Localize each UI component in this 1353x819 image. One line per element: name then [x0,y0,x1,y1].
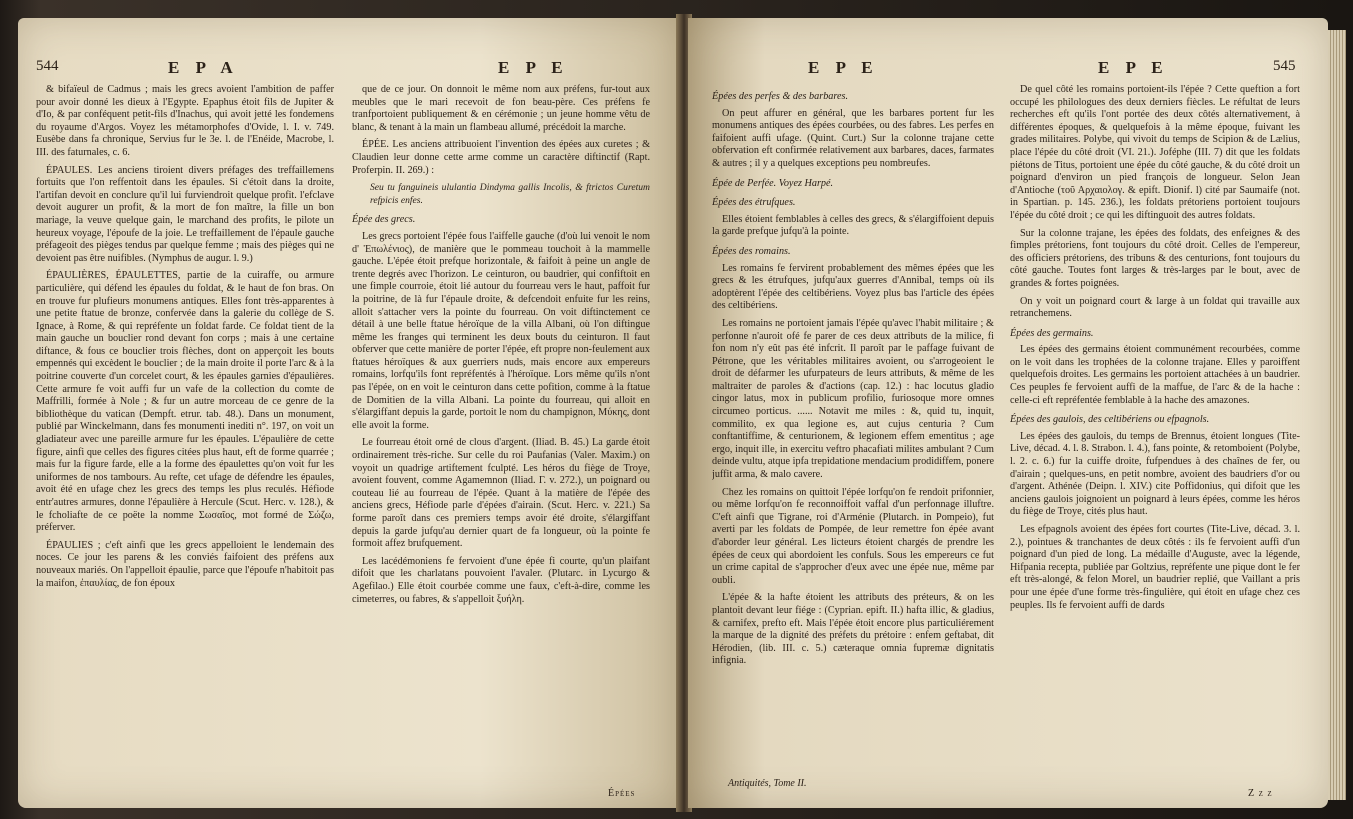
signature-mark: Z z z [1248,788,1273,799]
paragraph: Les grecs portoient l'épée fous l'aiffelle gauche (d'où lui venoit le nom d' Ἐπωλένιος), de manière que le pommeau touchoit à la mammelle gauche. L'épée étoit prefque horizontale, & faifoit à peine un angle de trente degrés avec l'horizon. Le ceinturon, ou baudrier, qui confiftoit en une fimple courroie, étoit lié autour du fourreau vers le haut, paffoit fur la poitrine, de là fur l'épaule droite, & defcendoit enfuite fur les reins, alloit s'attacher vers la pointe du fourreau. On voit diftinctement ce détail à une belle ftatue héroïque de la villa Albani, où l'on diftingue même les franges qui terminent les deux bouts du ceinturon. Il faut obferver que cette manière de porter l'épée, eft propre non-feulement aux ftatues héroïques & aux guerriers nuds, mais encore aux empereurs romains, lorfqu'ils font repréfentés à l'héroïque. Lors même qu'ils n'ont pas l'épée, on en voit le ceinturon dans cette pofition, comme à la ftatue de Domitien de la villa Albani. La pointe du fourreau, qui alloit en s'élargiffant depuis la garde, portoit le nom du champignon, Μύκης, dont elle avoit la forme. [352,230,650,431]
paragraph: Les romains ne portoient jamais l'épée qu'avec l'habit militaire ; & perfonne n'auroit ofé fe parer de ces deux attributs de la milice, fi fon nom n'y eût pas été infcrit. Il paroît par le paffage fuivant de Pétrone, que les véritables militaires avoient, ou s'arrogeoient le droit de défarmer les ufurpateurs de leurs attributs, & même de les maltraiter de paroles & d'actions (cap. 12.) : hac locutus gladio cingor latus, mox in publicum profilio, furiosoque more omnes circumeo porticus. ...... Notavit me miles : &, quid tu, inquit, commilito, ex qua legione es, aut cujus centuria ? Cum conftantiffime, & centurionem, & legionem effem ementitus ; age ergo, inquit ille, in exercitu veftro phacafiati milites ambulant ? Cum deinde vultu, atque ipfa trepidatione mendacium prodidiffem, ponere juffit arma, & malo cavere. [712,317,994,481]
entry-text: Les anciens tiroient divers préfages des treffaillemens fortuits que l'on reffentoit dans les épaules. Si c'étoit dans la droite, l'artifan devoit en conclure qu'il lui furviendroit quelque profit. l'efclave devoit augurer un profit, & la mort de fon maître, la fille un bon mariage, la veuve quelque gain, le marchand des profits, le pilote un heureux voyage, l'époufe de la joie. Le treffaillement de l'épaule gauche préfageoit des pièges tendus par quelque femme ; mais des pièges qui ne devoient pas être nuifibles. (Nymphus de augur. l. 9.) [36,164,334,264]
catchword: Épées [608,788,636,799]
left-running-head-right: E P E [498,58,569,77]
paragraph: Les épées des gaulois, du temps de Brennus, étoient longues (Tite-Live, décad. 4. l. 8. Strabon. l. 4.), fans pointe, & retomboient (Polybe, l. 2. c. 6.) fur la cuiffe droite, fufpendues à des chaînes de fer, ou d'airain ; quelques-uns, en petit nombre, avoient des baudriers d'or ou d'argent. Athénée (Deipn. l. XIV.) cite Poffidonius, qui difoit que les anciens gaulois joignoient un poignard à leurs épées, comme les héros du fiège de Troye, cités plus haut. [1010,430,1300,518]
paragraph: Le fourreau étoit orné de clous d'argent. (Iliad. B. 45.) La garde étoit ordinairement très-riche. Sur celle du roi Paufanias (Valer. Maxim.) on voyoit un quadrige artiftement fculpté. Les héros du fiège de Troye, avoient fouvent, comme Agamemnon (Iliad. Γ. v. 272.), un poignard ou couteau lié au fourreau de l'épée. Quant à la matière de l'épée des anciens grecs, Héfiode parle d'épées d'airain. (Scut. Herc. v. 221.) Sa forme paroît dans ces premiers temps avoir été droite, s'élargiffant depuis la garde jufqu'au dernier quart de fa longueur, où la pointe fe formoit affez brufquement. [352,437,650,550]
section-title: Épées des germains. [1010,327,1094,339]
section-heading [712,197,994,210]
right-running-head: E P E [1098,58,1169,77]
left-page-number: 544 [36,58,59,74]
section-heading [712,246,994,259]
entry-epee [352,139,650,177]
paragraph: Les lacédémoniens fe fervoient d'une épée fi courte, qu'un plaifant difoit que les charlatans pouvoient l'avaler. (Plutarc. in Lycurgo & Agefilao.) Elle étoit courbée comme une faux, c'eft-à-dire, comme les cimeterres, ou fabres, & s'appelloit ξυήλη. [352,555,650,605]
paragraph: Chez les romains on quittoit l'épée lorfqu'on fe rendoit prifonnier, ou même lorfqu'on fe reconnoiffoit vaffal d'un perfonnage illuftre. C'eft ainfi que Tigrane, roi d'Arménie (Plutarch. in Pompeio), fut averti par les foldats de Pompée, de leur remettre fon épée avant d'aborder leur général. Les licteurs étoient chargés de prendre les épées de ceux qui abordoient les confuls. Sous les empereurs ce fut un crime capital de s'approcher d'eux avec une épée nue, même par oubli. [712,486,994,586]
paragraph: On peut affurer en général, que les barbares portent fur les monumens antiques des épées courbées, ou des fabres. Les perfes en faifoient auffi ufage. (Quint. Curt.) Sur la colonne trajane cette obfervation eft confirmée relativement aux barbares, daces, farmates & autres ; il y a quelques exceptions peu nombreufes. [712,107,994,169]
paragraph: que de ce jour. On donnoit le même nom aux préfens, fur-tout aux meubles que le mari recevoit de fon beau-père. Ces préfens fe tranfportoient publiquement & en cérémonie ; un jeune homme vêtu de blanc, & tenant à la main un flambeau allumé, précédoit la marche. [352,84,650,133]
section-title: Épée des grecs. [352,214,416,226]
entry-epaulieres [36,270,334,534]
section-heading [712,178,994,191]
right-page-number: 545 [1273,58,1296,74]
entry-heading: ÉPAULIÈRES, ÉPAULETTES, [46,270,181,282]
section-title: Épées des perfes & des barbares. [712,91,848,102]
entry-heading: ÉPAULIES ; [46,539,101,551]
entry-heading: ÉPÉE. [362,139,389,151]
left-column-1 [36,84,334,800]
right-column-2 [1010,84,1300,784]
paragraph: De quel côté les romains portoient-ils l'épée ? Cette queftion a fort occupé les philologues des deux derniers fiècles. Le réfultat de leurs recherches eft qu'ils l'ont portée des deux côtés alternativement, à différentes époques, & quelquefois à la même époque, fuivant les grades militaires. Polybe, qui vivoit du temps de Scipion & de Lælius, place l'épée du côté droit (VI. 21.). Joféphe (III. 7) dit que les foldats piétons de Titus, portoient une épée du côté gauche, & du côté droit un poignard d'environ un pied françois de longueur. Selon Jean d'Antioche (τοῦ Αρχαιολογ. & epift. Dionif. l) cité par Saumaife (not. in Spartian. p. 145. 236.), les foldats prétoriens portoient toujours l'épée du côté droit ; ce qui les diftinguoit des autres foldats. [1010,84,1300,221]
entry-heading: ÉPAULES. [46,164,93,176]
paragraph: Les efpagnols avoient des épées fort courtes (Tite-Live, décad. 3. l. 2.), pointues & tranchantes de deux côtés : ils fe fervoient auffi d'un poignard d'un pied de long. La médaille d'Auguste, avec la légende, Hifpania recepta, publiée par Goltzius, repréfente une pique dont le fer eft très-alongé, & felon Morel, un baudrier replié, que Vaillant a pris pour une épée d'une forme très-fingulière, qui étoit en ufage chez ces peuples. Ils fe fervoient auffi de dards [1010,524,1300,611]
entry-text: partie de la cuiraffe, ou armure particulière, qui défend les épaules du foldat, & le haut de fon bras. On en trouve fur plufieurs monumens antiques. Elles font très-apparentes à une petite ftatue de bronze, confervée dans la galerie du collège de S. Ignace, à Rome, & qui repréfente un foldat farde. Ce foldat tient de la main gauche un bouclier rond devant fon corps ; mais à une certaine diftance, & fous ce bouclier trois flèches, dont on apperçoit les bouts empennés qui excèdent le bouclier ; de la main droite il porte l'arc & à la poitrine couverte d'un corcelet court, & les épaules garnies d'épaulières. Cette armure fe voit auffi fur un vafe de la collection du comte de Maffrilli, formée à Nole ; & fur un autre morceau de ce genre de la bibliothèque du vatican (Dempft. etrur. tab. 48.). Dans un monument, publié par Winckelmann, dans fes monumenti inediti n°. 197, on voit un gladiateur avec une pareille armure fur les épaules. L'épaulière de cette figure, ainfi que celles des figures citées plus haut, eft de forme quarrée ; mais fur la figure farde, elle a la forme des épaulettes qu'on voit fur les uniformes de nos tambours. Au refte, cet ufage de défendre les épaules, avoit été en ufage chez les grecs des temps les plus reculés. Héfiode entr'autres armures, donne l'épaulière à Hercule (Scut. Herc. v. 128.), & le fcholiafte de ce poëte la nomme Σωσαῖος, mot formé de Σώζω, préferver. [36,270,334,534]
paragraph: On y voit un poignard court & large à un foldat qui travaille aux retranchemens. [1010,295,1300,320]
right-column-1 [712,84,994,774]
section-title: Épées des gaulois, des celtibériens ou efpagnols. [1010,414,1210,426]
section-heading [1010,414,1300,427]
volume-footer: Antiquités, Tome II. [728,778,807,789]
right-page [688,18,1328,808]
section-title: Épées des romains. [712,245,791,257]
entry-text: c'eft ainfi que les grecs appelloient le lendemain des noces. Ce jour les parens & les conviés faifoient des préfens aux nouveaux mariés. On l'appelloit épaulie, parce que l'époufe n'habitoit pas la maifon, ἐπαυλίας, de fon époux [36,539,334,589]
paragraph: Sur la colonne trajane, les épées des foldats, des enfeignes & des fimples prétoriens, font toujours du côté droit. Celles de l'empereur, des officiers prétoriens, des tribuns & des centurions, font toujours du côté gauche. Toutes font larges & très-larges par le bout, avec de grandes & fortes poignées. [1010,227,1300,289]
section-title: Épée de Perfée. Voyez Harpé. [712,177,834,189]
paragraph: Elles étoient femblables à celles des grecs, & s'élargiffoient depuis la garde prefque jufqu'à la pointe. [712,213,994,238]
section-title: Épées des étrufques. [712,197,796,209]
section-heading [1010,328,1300,341]
right-running-head-left: E P E [808,58,879,77]
section-heading [712,91,994,104]
paragraph: Les épées des germains étoient communément recourbées, comme on le voit dans les trophées de la colonne trajane. Elles y paroiffent quelquefois droites. Les germains les portoient attachées à un baudrier. Ces peuples fe fervoient auffi de la maffue, de l'arc & de la hache : celle-ci eft repréfentée femblable à la hache des amazones. [1010,344,1300,406]
latin-quote: Seu tu fanguineis ululantia Dindyma gallis Incolis, & ftrictos Curetum refpicis enfes. [370,182,650,206]
entry-text: Les anciens attribuoient l'invention des épées aux curetes ; & Claudien leur donne cette arme comme un caractère diftinctif (Rapt. Proferpin. II. 269.) : [352,139,650,176]
paragraph: L'épée & la hafte étoient les attributs des préteurs, & on les plantoit devant leur fiége : (Cyprian. epift. II.) hafta illic, & gladius, & carnifex, prefto eft. Mais l'épée étoit encore plus particuliérement la marque de la dignité des préfets du prétoire : enfem geftabat, dit Hérodien, (lib. III. c. 5.) cæteraque omnia fupremæ dignitatis infignia. [712,592,994,667]
left-column-2 [352,84,650,784]
paragraph: & bifaïeul de Cadmus ; mais les grecs avoient l'ambition de paffer pour avoir donné les dieux à l'Egypte. Epaphus étoit fils de Jupiter & d'Io, & par conféquent petit-fils d'Inachus, qui avoit jetté les fondemens du royaume d'Argos. Voyez les métamorphofes d'Ovide, l. I. v. 749. Eusèbe dans fa chronique, Servius fur le 3e. l. de l'Enéide, Macrobe, l. III. des faturnales, c. 6. [36,84,334,158]
section-heading [352,214,650,227]
entry-epaulies [36,540,334,590]
left-page [18,18,678,808]
page-edges [1328,30,1346,800]
left-running-head: E P A [168,58,239,77]
paragraph: Les romains fe fervirent probablement des mêmes épées que les grecs & les étrufques, jufqu'aux guerres d'Annibal, temps où ils adoptèrent l'épée des celtibériens. Voyez plus bas l'article des épées des celtibériens. [712,262,994,312]
entry-epaules [36,165,334,266]
